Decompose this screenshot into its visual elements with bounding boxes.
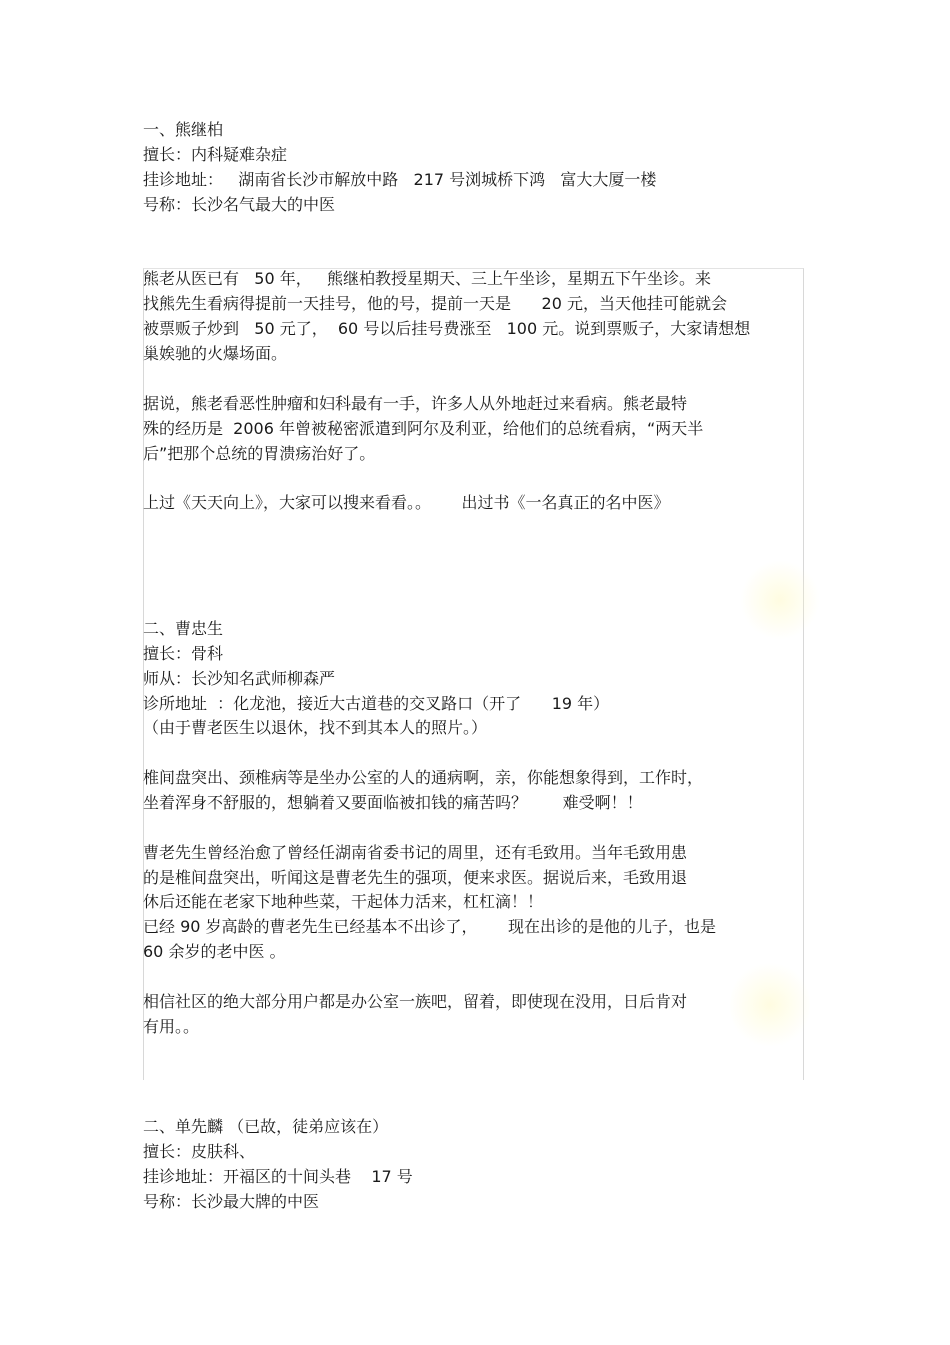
note-line: （由于曹老医生以退休，找不到其本人的照片。） [143,718,488,737]
paragraph-line: 休后还能在老家下地种些菜，干起体力活来，杠杠滴！！ [143,892,544,911]
paragraph-line: 60 余岁的老中医 。 [143,942,286,961]
paragraph-line: 找熊先生看病得提前一天挂号，他的号，提前一天是 20 元，当天他挂可能就会 [143,294,727,313]
heading-cao-zhongsheng: 二、曹忠生 [143,619,224,638]
heading-shan-xianlin: 二、单先麟 （已故，徒弟应该在） [143,1117,389,1136]
specialty-line: 擅长：骨科 [143,644,224,663]
decorative-glow [740,560,820,640]
mentor-line: 师从：长沙知名武师柳森严 [143,669,336,688]
paragraph-line: 据说，熊老看恶性肿瘤和妇科最有一手，许多人从外地赶过来看病。熊老最特 [143,394,688,413]
paragraph-line: 的是椎间盘突出，听闻这是曹老先生的强项，便来求医。据说后来，毛致用退 [143,868,688,887]
title-line: 号称：长沙名气最大的中医 [143,195,336,214]
paragraph-line: 相信社区的绝大部分用户都是办公室一族吧，留着，即使现在没用，日后肯对 [143,992,688,1011]
paragraph-line: 巢娭驰的火爆场面。 [143,344,288,363]
decorative-glow [730,960,810,1050]
paragraph-line: 后”把那个总统的胃溃疡治好了。 [143,444,376,463]
address-line: 挂诊地址： 湖南省长沙市解放中路 217 号浏城桥下鸿 富大大厦一楼 [143,170,657,189]
heading-xiong-jibai: 一、熊继柏 [143,120,224,139]
specialty-line: 擅长：内科疑难杂症 [143,145,288,164]
paragraph-line: 椎间盘突出、颈椎病等是坐办公室的人的通病啊，亲，你能想象得到，工作时， [143,768,704,787]
paragraph-line: 已经 90 岁高龄的曹老先生已经基本不出诊了， 现在出诊的是他的儿子，也是 [143,917,717,936]
paragraph-line: 熊老从医已有 50 年， 熊继柏教授星期天、三上午坐诊，星期五下午坐诊。来 [143,269,711,288]
paragraph-line: 有用。。 [143,1017,200,1036]
address-line: 挂诊地址：开福区的十间头巷 17 号 [143,1167,413,1186]
clinic-address-line: 诊所地址 ：化龙池，接近大古道巷的交叉路口（开了 19 年） [143,694,610,713]
paragraph-line: 殊的经历是 2006 年曾被秘密派遣到阿尔及利亚，给他们的总统看病，“两天半 [143,419,704,438]
paragraph-line: 曹老先生曾经治愈了曾经任湖南省委书记的周里，还有毛致用。当年毛致用患 [143,843,688,862]
paragraph-line: 坐着浑身不舒服的，想躺着又要面临被扣钱的痛苦吗？ 难受啊！！ [143,793,643,812]
paragraph-line: 上过《天天向上》，大家可以搜来看看。。 出过书《一名真正的名中医》 [143,493,670,512]
title-line: 号称：长沙最大牌的中医 [143,1192,320,1211]
specialty-line: 擅长：皮肤科、 [143,1142,256,1161]
paragraph-line: 被票贩子炒到 50 元了， 60 号以后挂号费涨至 100 元。说到票贩子，大家请想想 [143,319,751,338]
